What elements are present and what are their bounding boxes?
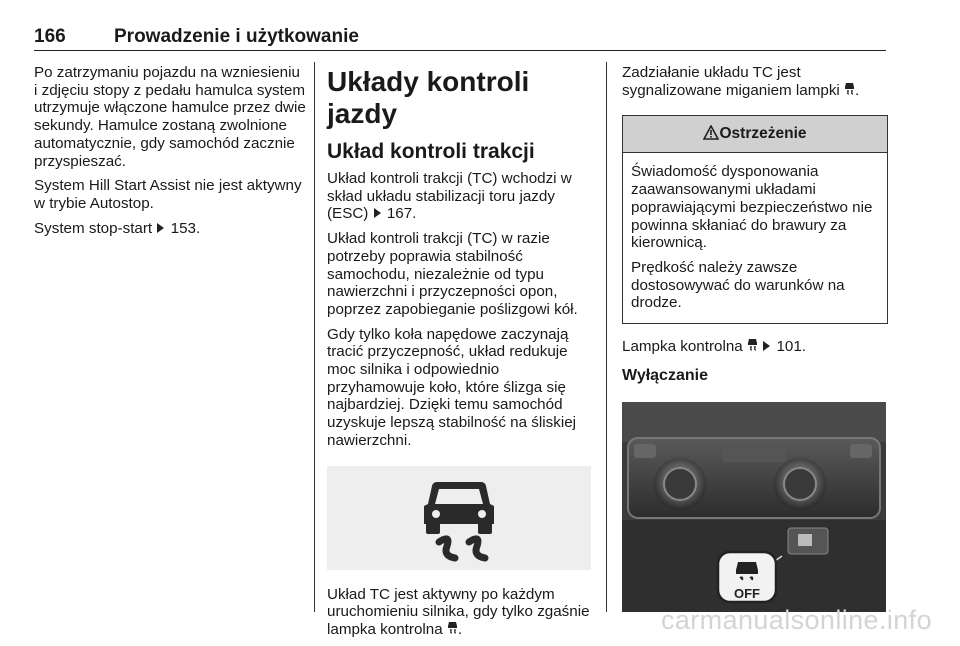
paragraph-text: Układ kontroli trakcji (TC) wchodzi w skład układu stabilizacji toru jazdy (ESC) [327, 170, 572, 223]
section-heading: Układy kontroli jazdy [327, 66, 530, 129]
paragraph: Prędkość należy zawsze dostosowywać do warunków na drodze. [631, 258, 845, 312]
punctuation: . [457, 620, 463, 638]
paragraph [327, 170, 595, 223]
column-divider [314, 62, 315, 612]
dashboard-console-image [622, 402, 886, 612]
paragraph: Układ kontroli trakcji (TC) w razie potrzeby poprawia stabilność samochodu, niezależnie od typu nawierzchni i przyczepności opon, poprzez zapobieganie poślizgowi kół. [327, 230, 578, 318]
reference-arrow-icon [374, 208, 381, 218]
paragraph-text: Lampka kontrolna [622, 338, 743, 356]
paragraph [622, 64, 888, 99]
page-reference-link[interactable]: 167. [386, 205, 417, 223]
paragraph: Świadomość dysponowania zaawansowanymi układami poprawiającymi bezpieczeństwo nie powinna skłaniać do brawury za kierownicą. [631, 163, 873, 252]
traction-control-illustration [327, 466, 591, 570]
warning-box [622, 115, 888, 324]
traction-control-icon [747, 338, 758, 351]
traction-control-icon [447, 621, 458, 634]
paragraph-text: System stop-start [34, 219, 153, 237]
paragraph [34, 220, 306, 238]
paragraph: Po zatrzymaniu pojazdu na wzniesieniu i zdjęciu stopy z pedału hamulca system utrzymuje włączone hamulce przez dwie sekundy. Hamulce zostaną zwolnione automatycznie, gdy samochód zacznie przyspieszać. [34, 64, 306, 170]
paragraph: System Hill Start Assist nie jest aktywny w trybie Autostop. [34, 177, 302, 212]
chapter-title: Prowadzenie i użytkowanie [114, 26, 359, 47]
paragraph [327, 586, 595, 639]
column-1 [34, 64, 306, 244]
traction-control-icon [421, 476, 497, 562]
off-button-label: OFF [734, 585, 760, 601]
subsection-heading: Wyłączanie [622, 366, 708, 384]
page-number: 166 [34, 26, 66, 47]
paragraph-text: Zadziałanie układu TC jest sygnalizowane miganiem lampki [622, 64, 840, 99]
page-header [34, 22, 886, 51]
subsection-heading: Układ kontroli trakcji [327, 140, 535, 163]
warning-body [623, 153, 887, 323]
warning-triangle-icon [703, 125, 719, 140]
console-photo [622, 402, 886, 612]
reference-arrow-icon [763, 341, 770, 351]
paragraph: Gdy tylko koła napędowe zaczynają tracić przyczepność, układ redukuje moc silnika i odpowiednio przyhamowuje koło, które ślizga się najbardziej. Dzięki temu samochód uzyskuje lepszą stabilność na śliskiej nawierzchni. [327, 325, 577, 449]
page-reference-link[interactable]: 101. [776, 338, 806, 356]
paragraph-text: Układ TC jest aktywny po każdym uruchomieniu silnika, gdy tylko zgaśnie lampka kontrolna [327, 585, 590, 638]
column-divider [606, 62, 607, 612]
reference-arrow-icon [157, 223, 164, 233]
paragraph [622, 338, 888, 356]
punctuation: . [855, 81, 860, 99]
column-2 [327, 64, 595, 646]
watermark: carmanualsonline.info [660, 605, 932, 635]
page-reference-link[interactable]: 153. [170, 219, 201, 237]
warning-header [623, 116, 887, 153]
column-3 [622, 64, 888, 612]
warning-title: Ostrzeżenie [719, 125, 807, 143]
traction-control-icon [844, 82, 855, 95]
